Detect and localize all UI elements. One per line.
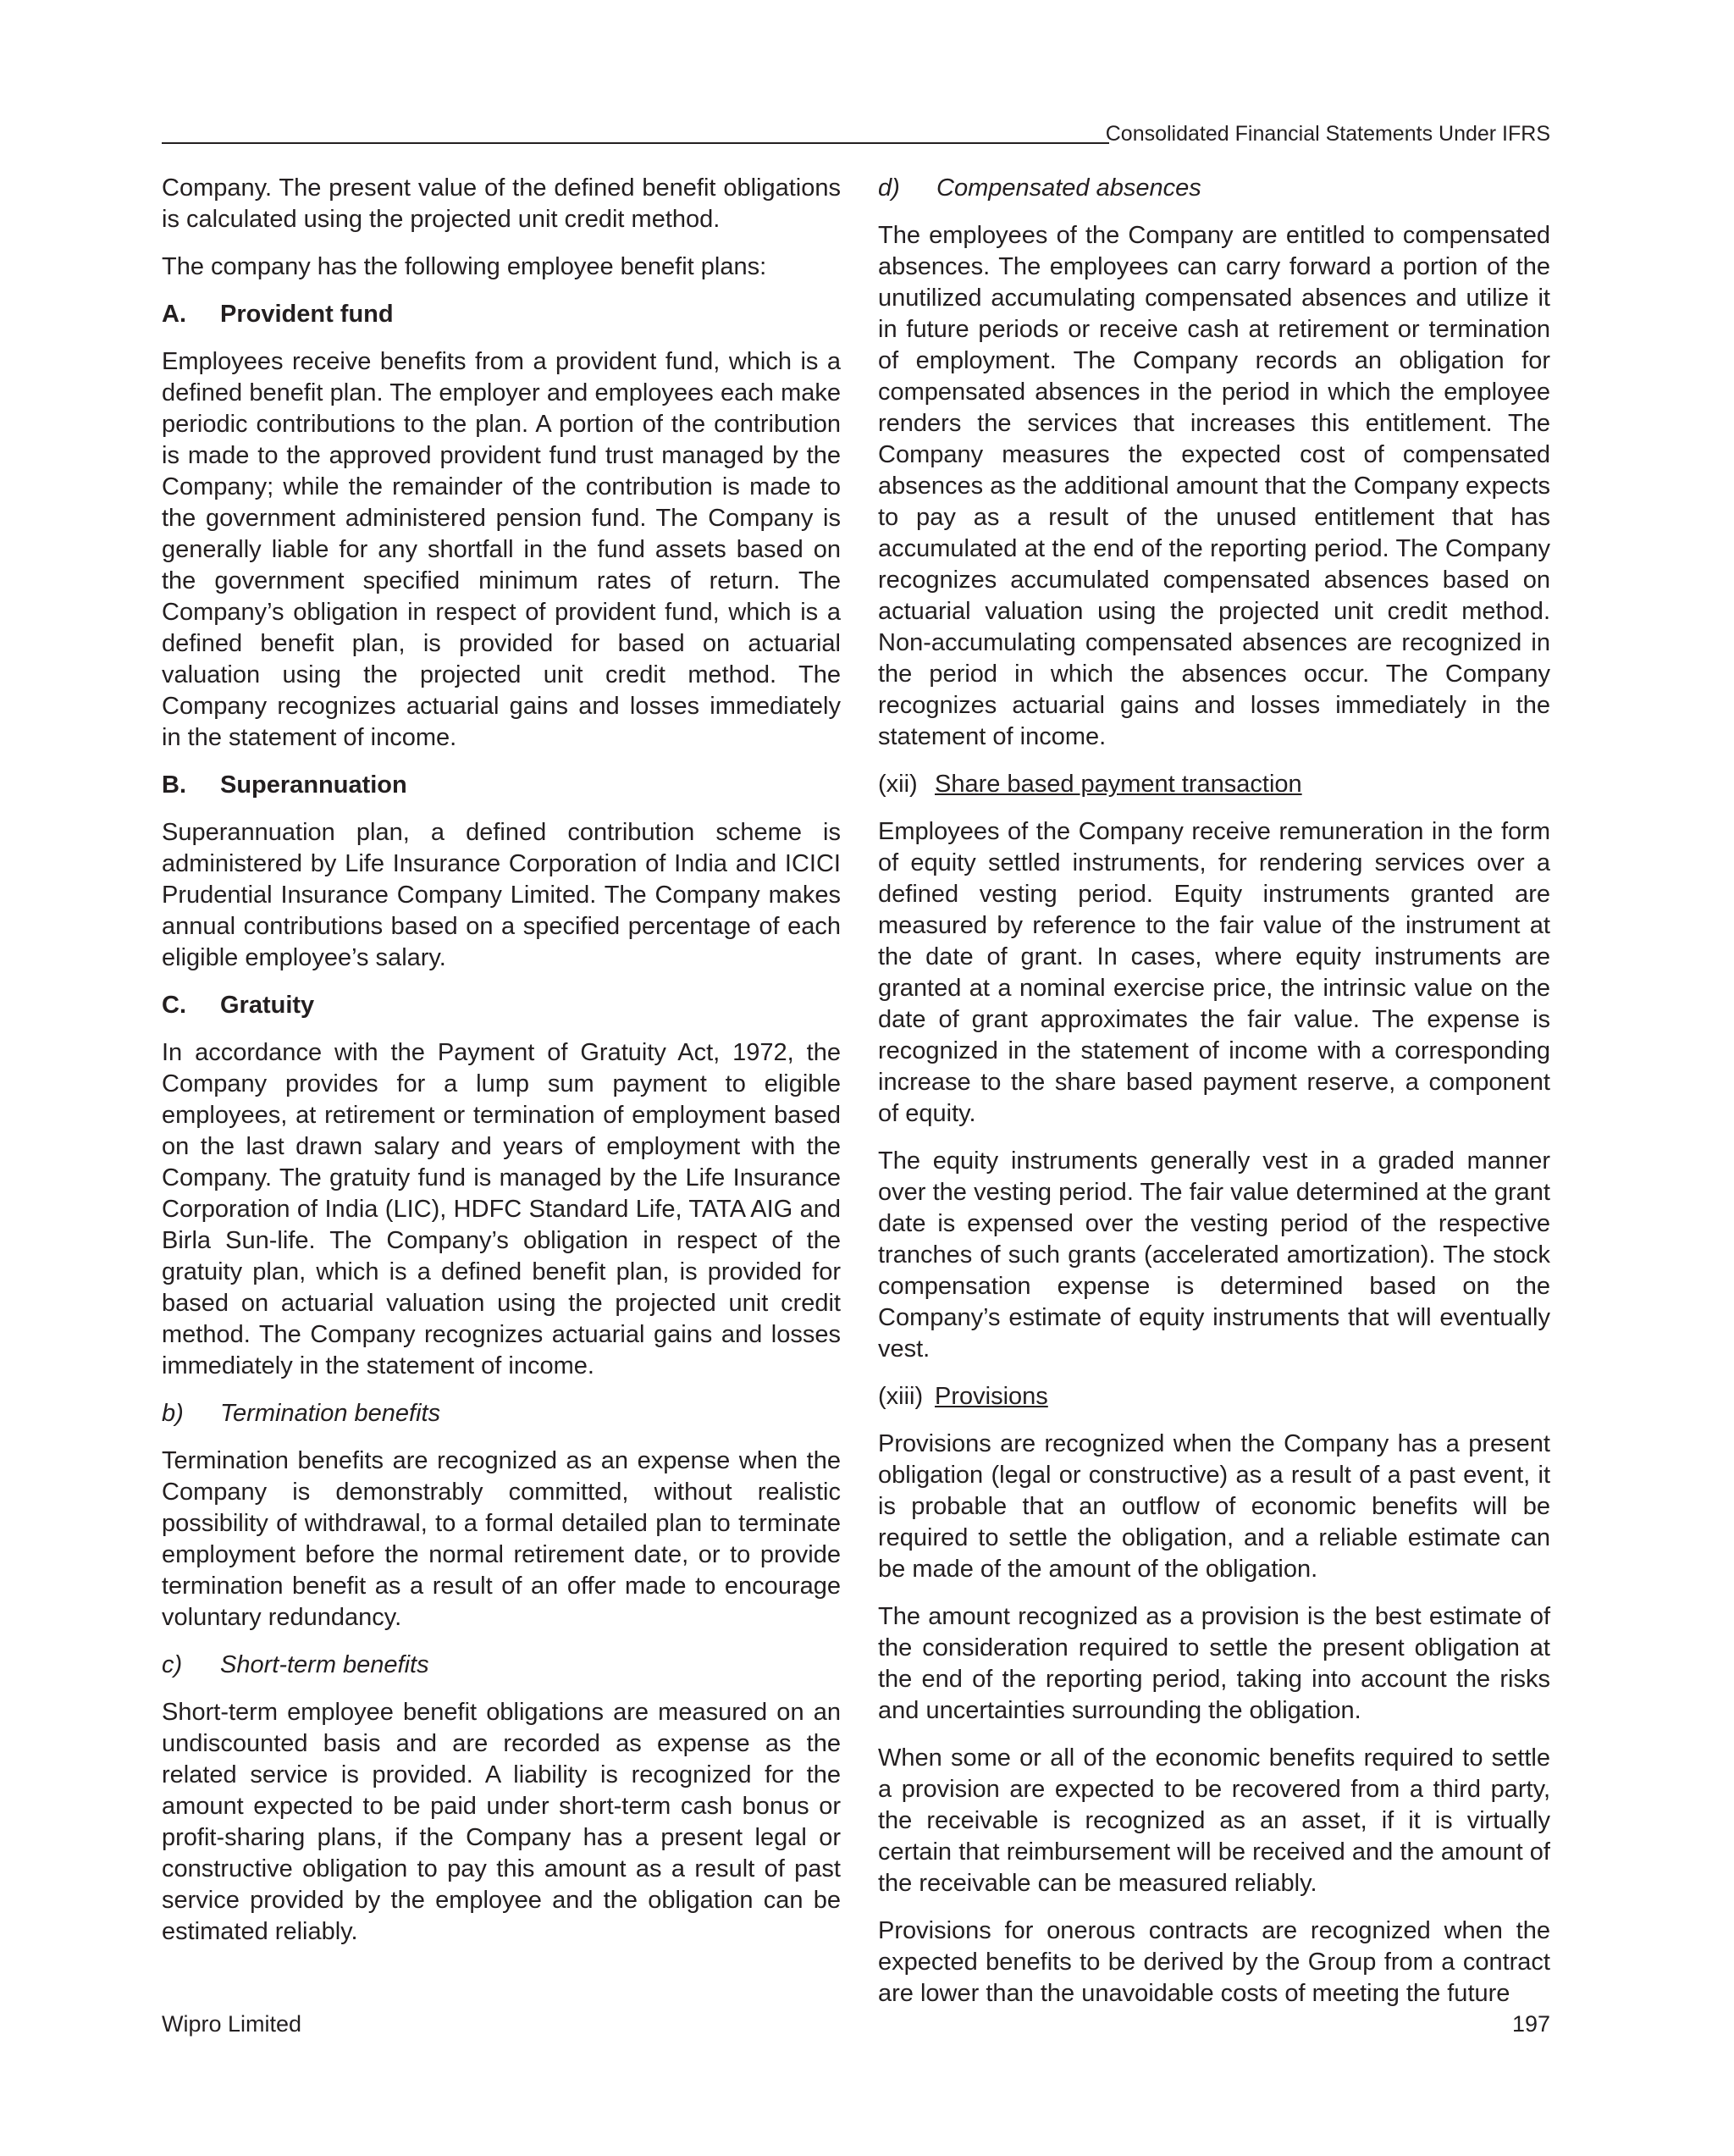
paragraph-provisions-2: The amount recognized as a provision is the best estimate of the consideration required to settle the present obligation at the end of the reporting period, taking into account the risks and uncertainties surrounding the obligation. bbox=[878, 1603, 1550, 1724]
subheading-title: Termination benefits bbox=[220, 1400, 441, 1427]
heading-superannuation bbox=[162, 770, 841, 801]
footer-company-name: Wipro Limited bbox=[162, 2011, 302, 2037]
heading-title: Superannuation bbox=[220, 771, 407, 799]
section-number: (xiii) bbox=[878, 1383, 924, 1410]
heading-provident-fund bbox=[162, 299, 841, 330]
paragraph-superannuation: Superannuation plan, a defined contribution scheme is administered by Life Insurance Corporation of India and ICICI Prudential Insurance Company Limited. The Company makes annual contributions based on a specified percentage of each eligible employee’s salary. bbox=[162, 819, 841, 971]
left-column bbox=[162, 173, 841, 1964]
right-column bbox=[878, 173, 1550, 2026]
paragraph-provisions-1: Provisions are recognized when the Company has a present obligation (legal or constructive) as a result of a past event, it is probable that an outflow of economic benefits will be required to settle the obligation, and a reliable estimate can be made of the amount of the obligation. bbox=[878, 1430, 1550, 1583]
heading-provisions bbox=[878, 1381, 1550, 1412]
paragraph-provisions-4: Provisions for onerous contracts are recognized when the expected benefits to be derived by the Group from a contract are lower than the unavoidable costs of meeting the future bbox=[878, 1917, 1550, 2007]
paragraph-provident-fund: Employees receive benefits from a provident fund, which is a defined benefit plan. The employer and employees each make periodic contributions to the plan. A portion of the contribution is made to the approved provident fund trust managed by the Company; while the remainder of the contribution is made to the government administered pension fund. The Company is generally liable for any shortfall in the fund assets based on the government specified minimum rates of return. The Company’s obligation in respect of provident fund, which is a defined benefit plan, is provided for based on actuarial valuation using the projected unit credit method. The Company recognizes actuarial gains and losses immediately in the statement of income. bbox=[162, 348, 841, 751]
header-rule bbox=[162, 142, 1109, 144]
section-title: Provisions bbox=[935, 1383, 1048, 1410]
heading-number: A. bbox=[162, 301, 186, 328]
heading-title: Gratuity bbox=[220, 992, 315, 1019]
paragraph-provisions-3: When some or all of the economic benefits required to settle a provision are expected to be recovered from a third party, the receivable is recognized as an asset, if it is virtually certain that reimbursement will be received and the amount of the receivable can be measured reliably. bbox=[878, 1744, 1550, 1897]
paragraph-intro: Company. The present value of the defined benefit obligations is calculated using the projected unit credit method. bbox=[162, 174, 841, 233]
subheading-short-term-benefits bbox=[162, 1650, 841, 1681]
subheading-termination-benefits bbox=[162, 1398, 841, 1429]
heading-gratuity bbox=[162, 990, 841, 1021]
paragraph-share-based-2: The equity instruments generally vest in a graded manner over the vesting period. The fair value determined at the grant date is expensed over the vesting period of the respective tranches of such grants (accelerated amortization). The stock compensation expense is determined based on the Company’s estimate of equity instruments that will eventually vest. bbox=[878, 1147, 1550, 1363]
paragraph-termination-benefits: Termination benefits are recognized as an expense when the Company is demonstrably committed, without realistic possibility of withdrawal, to a formal detailed plan to terminate employment before the normal retirement date, or to provide termination benefit as a result of an offer made to encourage voluntary redundancy. bbox=[162, 1447, 841, 1631]
heading-number: B. bbox=[162, 771, 186, 799]
footer-page-number: 197 bbox=[1511, 2011, 1550, 2037]
heading-title: Provident fund bbox=[220, 301, 394, 328]
subheading-title: Compensated absences bbox=[936, 174, 1201, 202]
subheading-compensated-absences bbox=[878, 173, 1550, 204]
heading-number: C. bbox=[162, 992, 186, 1019]
subheading-number: d) bbox=[878, 174, 900, 202]
section-title: Share based payment transaction bbox=[935, 771, 1302, 798]
section-number: (xii) bbox=[878, 771, 918, 798]
paragraph-gratuity: In accordance with the Payment of Gratuity Act, 1972, the Company provides for a lump sum payment to eligible employees, at retirement or termination of employment based on the last drawn salary and years of employment with the Company. The gratuity fund is managed by the Life Insurance Corporation of India (LIC), HDFC Standard Life, TATA AIG and Birla Sun-life. The Company’s obligation in respect of the gratuity plan, which is a defined benefit plan, is provided for based on actuarial valuation using the projected unit credit method. The Company recognizes actuarial gains and losses immediately in the statement of income. bbox=[162, 1039, 841, 1379]
paragraph-compensated-absences: The employees of the Company are entitled to compensated absences. The employees can carry forward a portion of the unutilized accumulating compensated absences and utilize it in future periods or receive cash at retirement or termination of employment. The Company records an obligation for compensated absences in the period in which the employee renders the services that increases this entitlement. The Company measures the expected cost of compensated absences as the additional amount that the Company expects to pay as a result of the unused entitlement that has accumulated at the end of the reporting period. The Company recognizes accumulated compensated absences based on actuarial valuation using the projected unit credit method. Non-accumulating compensated absences are recognized in the period in which the absences occur. The Company recognizes actuarial gains and losses immediately in the statement of income. bbox=[878, 222, 1550, 750]
paragraph-plans-intro: The company has the following employee benefit plans: bbox=[162, 253, 767, 280]
paragraph-short-term-benefits: Short-term employee benefit obligations are measured on an undiscounted basis and are recorded as expense as the related service is provided. A liability is recognized for the amount expected to be paid under short-term cash bonus or profit-sharing plans, if the Company has a present legal or constructive obligation to pay this amount as a result of past service provided by the employee and the obligation can be estimated reliably. bbox=[162, 1699, 841, 1945]
heading-share-based-payment bbox=[878, 769, 1550, 800]
subheading-title: Short-term benefits bbox=[220, 1651, 429, 1678]
running-header-title: Consolidated Financial Statements Under IFRS bbox=[1105, 122, 1550, 146]
subheading-number: b) bbox=[162, 1400, 184, 1427]
subheading-number: c) bbox=[162, 1651, 183, 1678]
paragraph-share-based-1: Employees of the Company receive remuneration in the form of equity settled instruments, for rendering services over a defined vesting period. Equity instruments granted are measured by reference to the fair value of the instrument at the date of grant. In cases, where equity instruments are granted at a nominal exercise price, the intrinsic value on the date of grant approximates the fair value. The expense is recognized in the statement of income with a corresponding increase to the share based payment reserve, a component of equity. bbox=[878, 818, 1550, 1127]
